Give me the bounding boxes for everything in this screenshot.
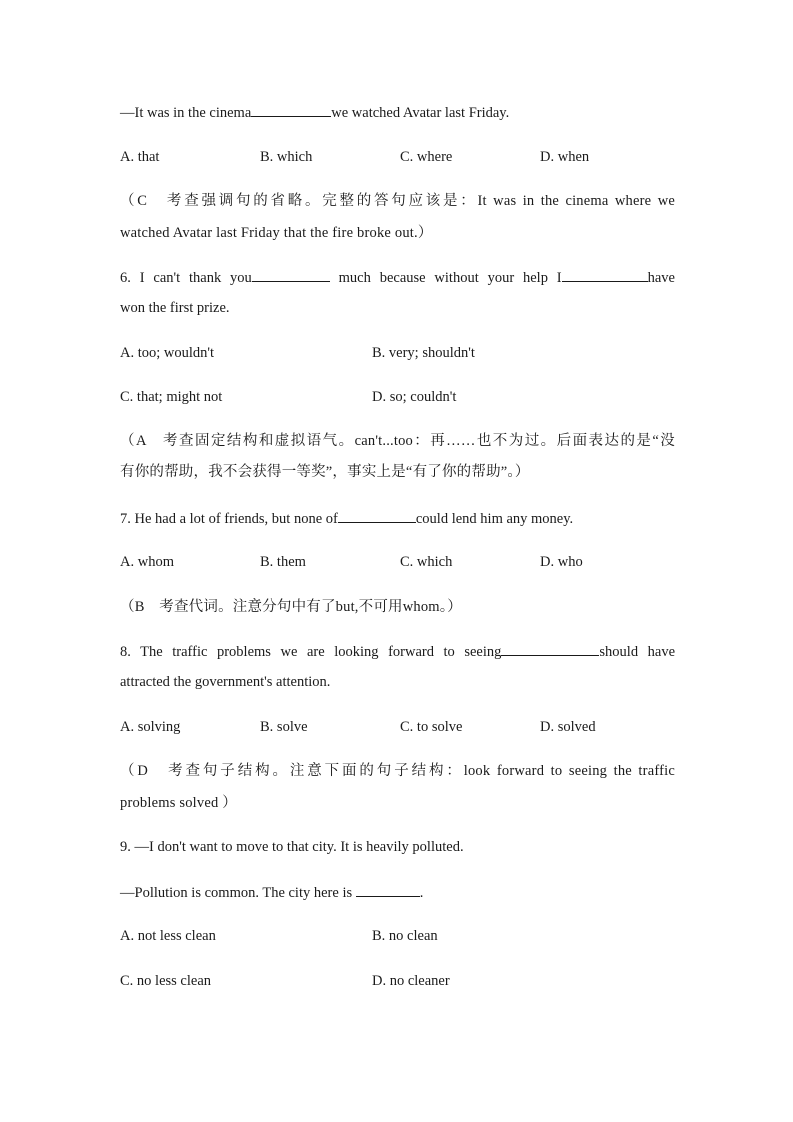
- q7-option-b: B. them: [260, 554, 306, 570]
- q8-stem-start: 8. The traffic problems we are looking forward to seeing: [120, 644, 502, 660]
- q7-explanation: （B 考查代词。注意分句中有了but,不可用whom。）: [120, 599, 462, 615]
- q6-stem-middle: much because without your help I: [329, 270, 562, 286]
- q6-stem: [120, 267, 675, 288]
- q7-option-c: C. which: [400, 554, 453, 570]
- q7-option-d: D. who: [540, 554, 583, 570]
- q8-stem: [120, 641, 675, 662]
- q5-answer-blank: [251, 102, 331, 117]
- q5-option-d: D. when: [540, 149, 590, 165]
- q6-option-b: B. very; shouldn't: [372, 345, 475, 361]
- q9-stem-start: —Pollution is common. The city here is: [120, 885, 356, 901]
- q7-stem-end: could lend him any money.: [415, 511, 574, 527]
- q5-option-c: C. where: [400, 149, 453, 165]
- q5-explanation-line1: （C 考查强调句的省略。完整的答句应该是：It was in the cinema where we: [120, 193, 675, 209]
- q5-option-a: A. that: [120, 149, 160, 165]
- q8-option-d: D. solved: [540, 719, 596, 735]
- q5-stem-end: we watched Avatar last Friday.: [331, 105, 510, 121]
- q5-option-b: B. which: [260, 149, 313, 165]
- q7-answer-blank: [338, 508, 416, 523]
- q7-stem: [120, 508, 573, 529]
- q8-option-c: C. to solve: [400, 719, 463, 735]
- q7-option-a: A. whom: [120, 554, 174, 570]
- q8-option-b: B. solve: [260, 719, 308, 735]
- q6-option-c: C. that; might not: [120, 389, 223, 405]
- q6-stem-end: have: [647, 270, 675, 286]
- q8-answer-blank: [501, 641, 599, 656]
- q6-answer-blank-2: [562, 267, 648, 282]
- q6-explanation-line2: 有你的帮助，我不会获得一等奖”，事实上是“有了你的帮助”。）: [120, 464, 530, 480]
- q6-option-d: D. so; couldn't: [372, 389, 457, 405]
- q6-stem-start: 6. I can't thank you: [120, 270, 252, 286]
- q9-option-d: D. no cleaner: [372, 973, 450, 989]
- q6-stem-line2: won the first prize.: [120, 300, 230, 316]
- q8-stem-end: should have: [599, 644, 676, 660]
- q8-explanation-line2: problems solved ）: [120, 795, 237, 811]
- q9-stem-line1: 9. —I don't want to move to that city. It is heavily polluted.: [120, 839, 464, 855]
- q7-stem-start: 7. He had a lot of friends, but none of: [120, 511, 338, 527]
- q9-answer-blank: [356, 882, 420, 897]
- q8-option-a: A. solving: [120, 719, 181, 735]
- q8-explanation-line1: （D 考查句子结构。注意下面的句子结构：look forward to seeing the traffic: [120, 763, 675, 779]
- q6-answer-blank-1: [252, 267, 330, 282]
- q5-stem-start: —It was in the cinema: [120, 105, 252, 121]
- q9-stem-end: .: [419, 885, 424, 901]
- q9-option-c: C. no less clean: [120, 973, 212, 989]
- q5-explanation-line2: watched Avatar last Friday that the fire broke out.）: [120, 225, 433, 241]
- q9-option-a: A. not less clean: [120, 928, 216, 944]
- q6-option-a: A. too; wouldn't: [120, 345, 215, 361]
- q5-stem: [120, 102, 509, 123]
- q6-explanation-line1: （A 考查固定结构和虚拟语气。can't...too：再……也不为过。后面表达的是“没: [120, 433, 675, 449]
- q9-option-b: B. no clean: [372, 928, 438, 944]
- q9-stem-line2: [120, 882, 423, 903]
- q8-stem-line2: attracted the government's attention.: [120, 674, 331, 690]
